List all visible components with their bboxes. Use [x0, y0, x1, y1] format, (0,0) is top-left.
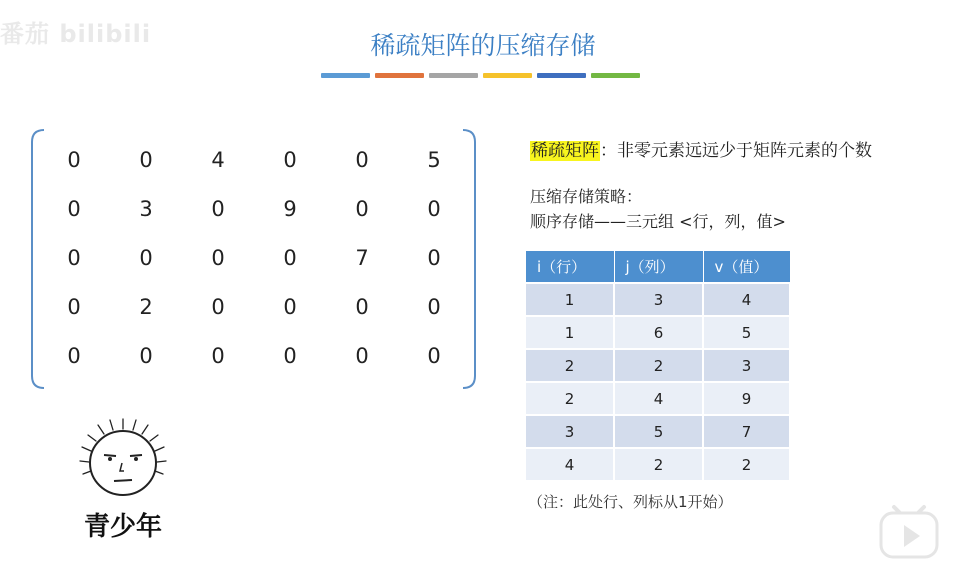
table-cell: 4 — [526, 448, 614, 480]
table-cell: 2 — [614, 448, 703, 480]
slide-title: 稀疏矩阵的压缩存储 — [370, 31, 596, 60]
matrix-cell: 0 — [283, 148, 297, 172]
table-cell: 1 — [526, 316, 614, 349]
sparse-definition — [530, 136, 872, 161]
table-cell: 2 — [614, 349, 703, 382]
definition-text: ：非零元素远远少于矩阵元素的个数 — [600, 141, 872, 161]
matrix-cell: 0 — [283, 344, 297, 368]
table-row — [526, 283, 790, 316]
matrix-brackets — [30, 128, 477, 390]
matrix-cell: 0 — [283, 295, 297, 319]
sparse-matrix — [30, 128, 477, 390]
title-underline-bars — [321, 73, 640, 78]
table-row — [526, 448, 790, 480]
matrix-cell: 0 — [211, 344, 225, 368]
table-row — [526, 349, 790, 382]
title-bar-3 — [429, 73, 478, 78]
matrix-cell: 4 — [211, 148, 225, 172]
matrix-cell: 0 — [355, 295, 369, 319]
table-row — [526, 415, 790, 448]
matrix-cell: 0 — [355, 148, 369, 172]
matrix-cell: 0 — [67, 197, 81, 221]
matrix-cell: 2 — [139, 295, 153, 319]
matrix-cell: 0 — [427, 295, 441, 319]
matrix-cell: 0 — [67, 148, 81, 172]
matrix-cell: 5 — [427, 148, 441, 172]
matrix-cell: 0 — [67, 295, 81, 319]
table-cell: 3 — [703, 349, 790, 382]
table-cell: 5 — [703, 316, 790, 349]
matrix-cell: 0 — [139, 148, 153, 172]
play-icon — [878, 499, 940, 559]
table-cell: 7 — [703, 415, 790, 448]
header-v: v（值） — [703, 251, 790, 283]
title-bar-6 — [591, 73, 640, 78]
header-j: j（列） — [614, 251, 703, 283]
table-cell: 1 — [526, 283, 614, 316]
matrix-cell: 0 — [427, 246, 441, 270]
table-cell: 6 — [614, 316, 703, 349]
header-i: i（行） — [526, 251, 614, 283]
table-cell: 3 — [614, 283, 703, 316]
table-cell: 9 — [703, 382, 790, 415]
table-cell: 4 — [703, 283, 790, 316]
matrix-cell: 0 — [67, 246, 81, 270]
title-bar-5 — [537, 73, 586, 78]
table-header-row — [526, 251, 790, 283]
table-cell: 2 — [526, 382, 614, 415]
matrix-cell: 0 — [211, 246, 225, 270]
title-bar-2 — [375, 73, 424, 78]
table-row — [526, 316, 790, 349]
matrix-cell: 0 — [211, 295, 225, 319]
matrix-cell: 9 — [283, 197, 297, 221]
table-cell: 5 — [614, 415, 703, 448]
meme-face-icon — [58, 411, 188, 511]
meme-caption: 青少年 — [83, 512, 162, 542]
table-row — [526, 382, 790, 415]
table-cell: 3 — [526, 415, 614, 448]
meme-sticker — [58, 411, 188, 543]
index-note: （注：此处行、列标从1开始） — [528, 493, 733, 511]
matrix-cell: 0 — [355, 197, 369, 221]
matrix-cell: 0 — [355, 344, 369, 368]
table-cell: 2 — [526, 349, 614, 382]
matrix-cell: 0 — [139, 344, 153, 368]
matrix-cell: 0 — [139, 246, 153, 270]
bilibili-watermark: 番茄 bilibili — [0, 20, 152, 48]
table-cell: 2 — [703, 448, 790, 480]
triple-table — [526, 251, 791, 480]
strategy-line-2: 顺序存储——三元组 <行，列，值> — [530, 212, 786, 231]
matrix-cell: 0 — [211, 197, 225, 221]
strategy-line-1: 压缩存储策略： — [530, 187, 643, 206]
matrix-cell: 0 — [427, 197, 441, 221]
keyword-highlight: 稀疏矩阵 — [531, 141, 599, 161]
matrix-cell: 0 — [67, 344, 81, 368]
strategy-text — [530, 184, 786, 234]
matrix-cell: 0 — [427, 344, 441, 368]
play-button[interactable] — [878, 499, 940, 559]
title-bar-1 — [321, 73, 370, 78]
table-cell: 4 — [614, 382, 703, 415]
matrix-cell: 3 — [139, 197, 153, 221]
matrix-cell: 7 — [355, 246, 369, 270]
title-bar-4 — [483, 73, 532, 78]
matrix-cell: 0 — [283, 246, 297, 270]
